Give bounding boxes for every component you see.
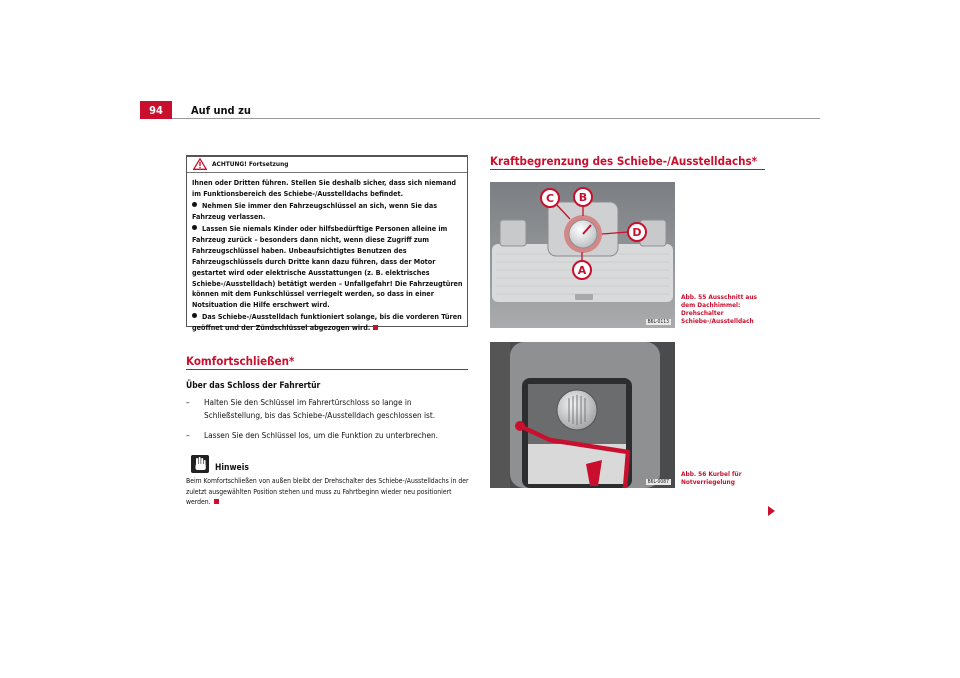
figure-caption: Abb. 55 Ausschnitt aus dem Dachhimmel: Drehschalter Schiebe-/Ausstelldach — [681, 293, 757, 325]
figure-code: B6L-0113 — [647, 319, 669, 325]
note-text — [186, 476, 471, 508]
warning-bullet — [192, 201, 463, 223]
section-title-kraft: Kraftbegrenzung des Schiebe-/Ausstelldachs* — [490, 154, 758, 168]
step-text: Halten Sie den Schlüssel im Fahrertürschloss so lange in Schließstellung, bis das Schiebe-/Ausstelldach geschlossen ist. — [204, 397, 436, 420]
figure-label: D — [632, 226, 642, 239]
instruction-step — [186, 429, 468, 442]
section-title-komfort: Komfortschließen* — [186, 354, 295, 368]
warning-box — [186, 155, 468, 333]
warning-bullet-text: Nehmen Sie immer den Fahrzeugschlüssel an sich, wenn Sie das Fahrzeug verlassen. — [192, 201, 438, 221]
roof-switch-illustration — [490, 182, 675, 328]
warning-body — [192, 178, 463, 335]
emergency-crank-illustration — [490, 342, 675, 488]
section-rule — [490, 169, 765, 170]
section-rule — [186, 369, 468, 370]
warning-bullet — [192, 312, 463, 334]
note-text-content: Beim Komfortschließen von außen bleibt der Drehschalter des Schiebe-/Ausstelldachs in der zuletzt ausgewählten Position stehen und muss zu Fahrtbeginn wieder neu positioniert werden. — [186, 477, 469, 506]
step-text: Lassen Sie den Schlüssel los, um die Funktion zu unterbrechen. — [204, 430, 439, 440]
warning-heading: ACHTUNG! Fortsetzung — [212, 160, 289, 168]
figure-label: B — [578, 191, 588, 204]
figure-label: A — [577, 264, 587, 277]
warning-bullet-text: Lassen Sie niemals Kinder oder hilfsbedürftige Personen alleine im Fahrzeug zurück – besonders dann nicht, wenn diese Zugriff zum Fahrzeugschlüssel haben. Unbeaufsichtigtes Benutzen des Fahrzeugschlüssels durch Dritte kann dazu führen, dass der Motor gestartet wird oder elektrische Ausstattungen (z. B. elektrisches Schiebe-/Ausstelldach) betätigt werden – Unfallgefahr! Die Fahrzeugtüren können mit dem Funkschlüssel verriegelt werden, so dass in einer Notsituation die Hilfe erschwert wird. — [192, 224, 463, 310]
section-subtitle: Über das Schloss der Fahrertür — [186, 381, 321, 391]
step-dash: – — [186, 430, 190, 440]
bullet-icon — [192, 202, 197, 207]
note-hand-icon — [191, 455, 209, 473]
chapter-title: Auf und zu — [191, 104, 251, 117]
figure-label: C — [545, 192, 555, 205]
step-dash: – — [186, 397, 190, 407]
note-title: Hinweis — [215, 463, 249, 473]
figure-caption: Abb. 56 Kurbel für Notverriegelung — [681, 470, 742, 486]
end-mark-icon — [373, 325, 378, 330]
warning-header — [187, 157, 467, 173]
warning-bullet — [192, 224, 463, 311]
page-number: 94 — [140, 101, 172, 119]
figure-roof-switch — [490, 182, 675, 328]
instruction-step — [186, 396, 468, 421]
bullet-icon — [192, 313, 197, 318]
header-rule — [172, 118, 820, 119]
warning-paragraph: Ihnen oder Dritten führen. Stellen Sie deshalb sicher, dass sich niemand im Funktionsbereich des Schiebe-/Ausstelldachs befindet. — [192, 178, 457, 198]
figure-code: B6L-0087 — [647, 479, 669, 485]
end-mark-icon — [214, 499, 219, 504]
warning-triangle-icon — [193, 158, 207, 170]
next-page-arrow-icon — [768, 506, 775, 516]
bullet-icon — [192, 225, 197, 230]
warning-bullet-text: Das Schiebe-/Ausstelldach funktioniert solange, bis die vorderen Türen geöffnet und der Zündschlüssel abgezogen wird. — [192, 312, 462, 333]
figure-emergency-crank — [490, 342, 675, 488]
